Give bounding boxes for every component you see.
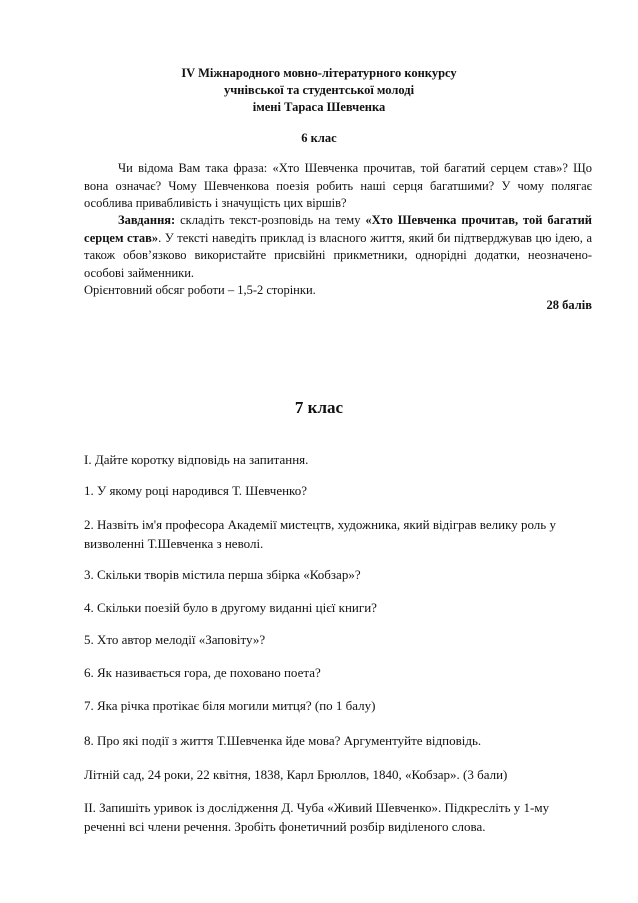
work-volume: Орієнтовний обсяг роботи – 1,5-2 сторінки. [84,283,316,297]
task-text-2: . У тексті наведіть приклад із власного життя, який би підтверджував цю ідею, а також обов’язково використайте присвійні прикметники, однорідні додатки, неозначено-особові займенники. [84,230,592,280]
task-text-1: складіть текст-розповідь на тему [175,213,366,227]
contest-title-line-2: учнівської та студентської молоді [223,83,415,97]
question-4: 4. Скільки поезій було в другому виданні цієї книги? [84,600,377,615]
grade-6-task [84,212,592,282]
question-6: 6. Як називається гора, де поховано поета? [84,665,321,680]
question-2: 2. Назвіть ім'я професора Академії мистецтв, художника, який відіграв велику роль у визволенні Т.Шевченка з неволі. [84,517,556,551]
task-topic: «Хто Шевченка прочитав, той багатий серцем став» [84,213,592,245]
question-3: 3. Скільки творів містила перша збірка «Кобзар»? [84,567,361,582]
question-1: 1. У якому році народився Т. Шевченко? [84,483,307,498]
grade-7-title: 7 клас [294,398,344,417]
grade-6-intro [84,160,592,213]
question-5: 5. Хто автор мелодії «Заповіту»? [84,632,266,647]
question-8: 8. Про які події з життя Т.Шевченка йде мова? Аргументуйте відповідь. [84,733,482,748]
answer-options: Літній сад, 24 роки, 22 квітня, 1838, Карл Брюллов, 1840, «Кобзар». (3 бали) [84,767,508,782]
contest-title-line-1: IV Міжнародного мовно-літературного конкурсу [181,66,457,80]
contest-title-line-3: імені Тараса Шевченка [252,100,386,114]
points: 28 балів [546,298,592,312]
question-7: 7. Яка річка протікає біля могили митця? (по 1 балу) [84,698,376,713]
task-label: Завдання: [118,213,176,227]
grade-6-intro-text: Чи відома Вам така фраза: «Хто Шевченка прочитав, той багатий серцем став»? Що вона означає? Чому Шевченкова поезія робить наші серця багатшими? У чому полягає особлива привабливість і значущість цих віршів? [84,161,592,210]
section-2-task: ІІ. Запишіть уривок із дослідження Д. Чуба «Живий Шевченко». Підкресліть у 1-му реченні всі члени речення. Зробіть фонетичний розбір виділеного слова. [84,800,550,834]
section-1-heading: І. Дайте коротку відповідь на запитання. [84,452,309,467]
grade-6-title: 6 клас [301,131,337,145]
